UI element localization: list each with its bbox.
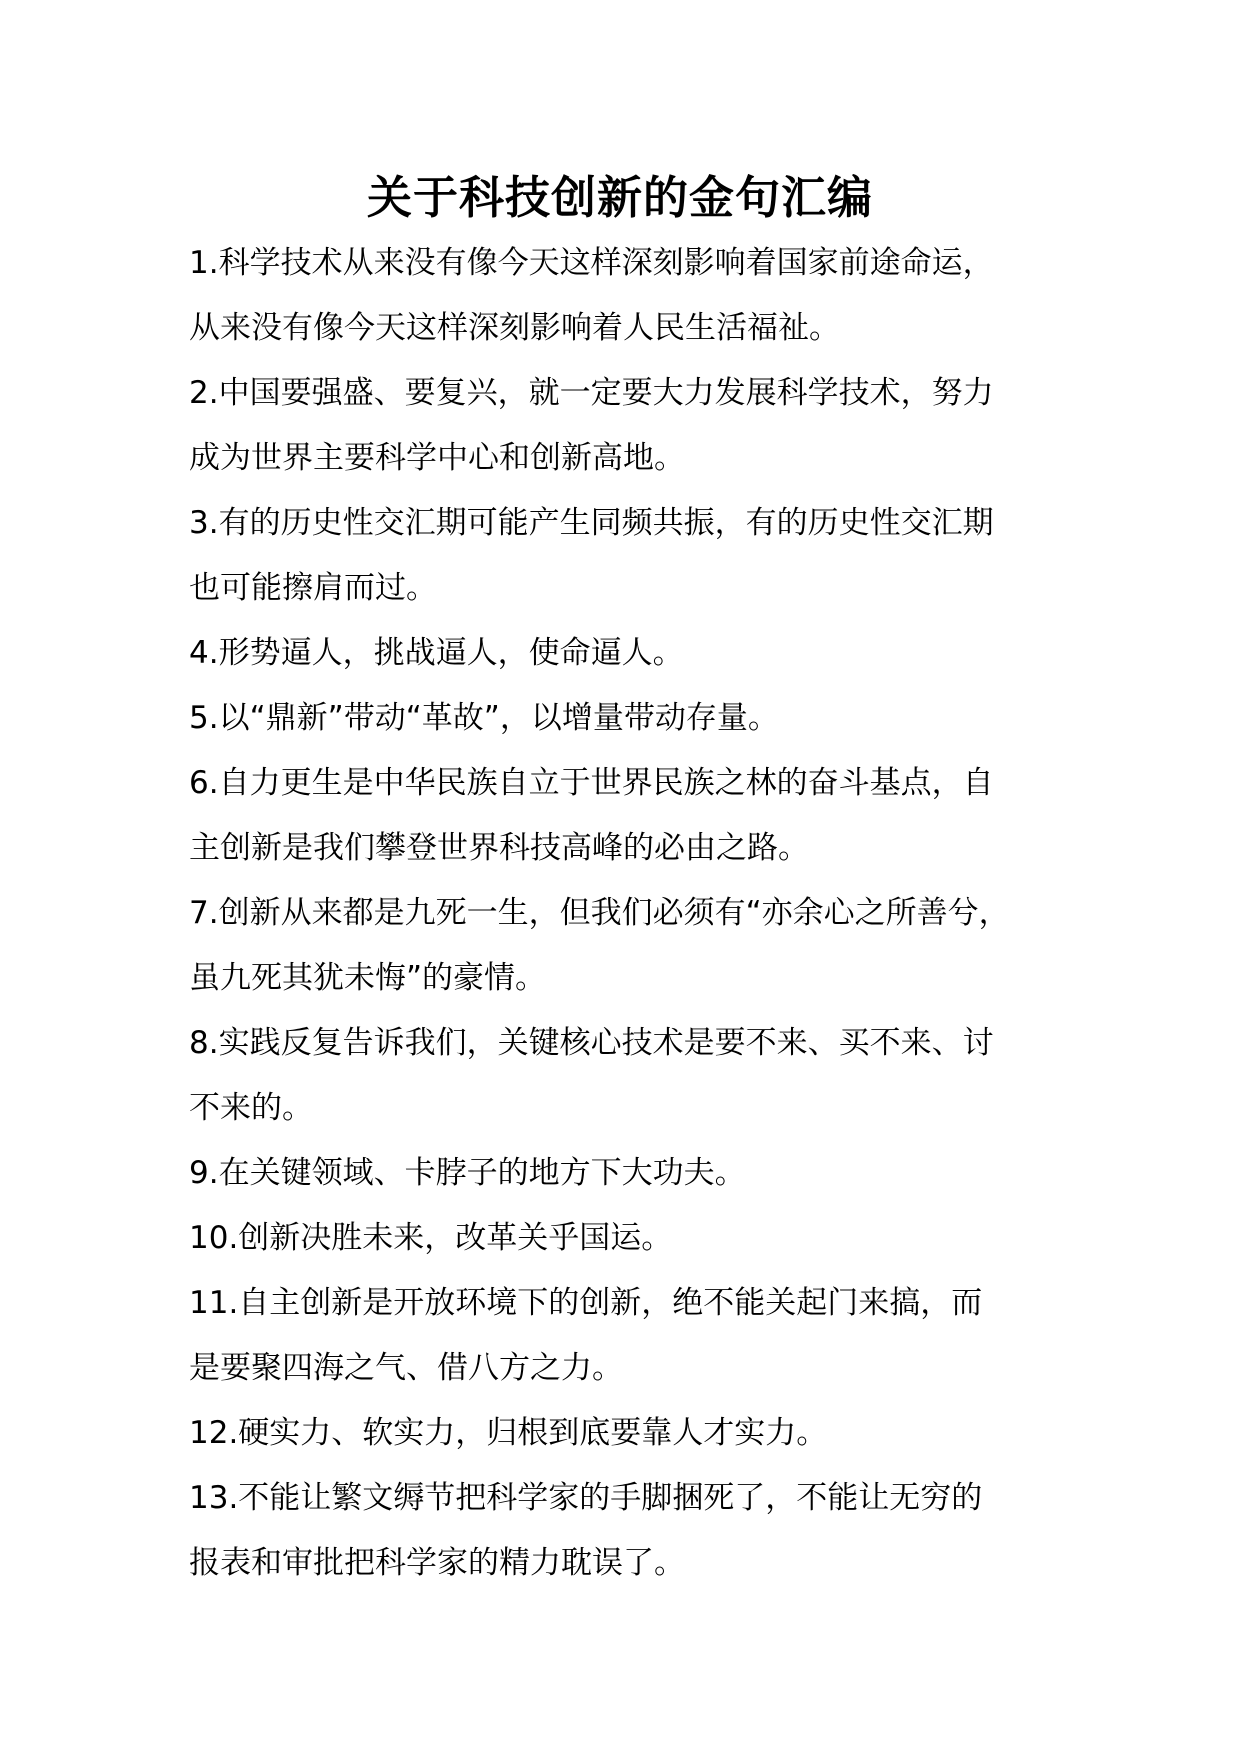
text-line: 12.硬实力、软实力，归根到底要靠人才实力。 (189, 1415, 828, 1451)
text-line: 也可能擦肩而过。 (189, 570, 437, 606)
text-line: 报表和审批把科学家的精力耽误了。 (189, 1545, 685, 1581)
text-line: 11.自主创新是开放环境下的创新，绝不能关起门来搞，而 (189, 1285, 983, 1321)
text-line: 4.形势逼人，挑战逼人，使命逼人。 (189, 635, 684, 671)
text-line: 2.中国要强盛、要复兴，就一定要大力发展科学技术，努力 (189, 375, 994, 411)
text-line: 是要聚四海之气、借八方之力。 (189, 1350, 623, 1386)
text-line: 主创新是我们攀登世界科技高峰的必由之路。 (189, 830, 809, 866)
text-line: 7.创新从来都是九死一生，但我们必须有“亦余心之所善兮， (189, 895, 1010, 931)
text-line: 1.科学技术从来没有像今天这样深刻影响着国家前途命运， (189, 245, 994, 281)
text-line: 虽九死其犹未悔”的豪情。 (189, 960, 547, 996)
text-line: 9.在关键领域、卡脖子的地方下大功夫。 (189, 1155, 746, 1191)
document-body (189, 231, 1089, 1596)
text-line: 10.创新决胜未来，改革关乎国运。 (189, 1220, 673, 1256)
text-line: 6.自力更生是中华民族自立于世界民族之林的奋斗基点，自 (189, 765, 994, 801)
text-line: 13.不能让繁文缛节把科学家的手脚捆死了，不能让无穷的 (189, 1480, 983, 1516)
text-line: 从来没有像今天这样深刻影响着人民生活福祉。 (189, 310, 840, 346)
text-line: 5.以“鼎新”带动“革故”，以增量带动存量。 (189, 700, 779, 736)
text-line: 不来的。 (189, 1090, 313, 1126)
text-line: 8.实践反复告诉我们，关键核心技术是要不来、买不来、讨 (189, 1025, 994, 1061)
text-line: 3.有的历史性交汇期可能产生同频共振，有的历史性交汇期 (189, 505, 994, 541)
document-title: 关于科技创新的金句汇编 (366, 171, 873, 224)
text-line: 成为世界主要科学中心和创新高地。 (189, 440, 685, 476)
